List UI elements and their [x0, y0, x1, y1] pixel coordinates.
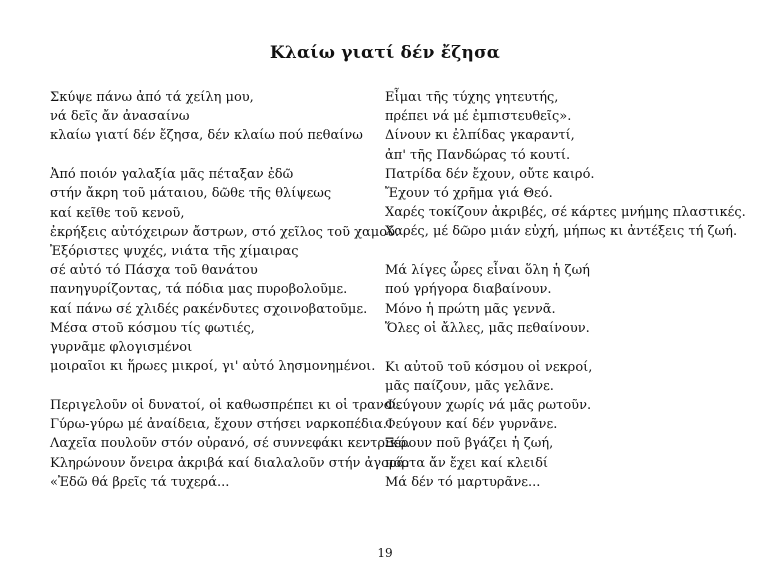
poem-line: νά δεῖς ἄν ἀνασαίνω: [50, 109, 190, 125]
poem-line: Περιγελοῦν οἱ δυνατοί, οἱ καθωσπρέπει κι οἱ τρανοί.: [50, 398, 401, 414]
right-column: [385, 88, 746, 492]
poem-line: Εἶμαι τῆς τύχης γητευτής,: [385, 90, 559, 105]
poem-line: Μά λίγες ὧρες εἶναι ὅλη ἡ ζωή: [385, 263, 590, 279]
poem-line: Γύρω-γύρω μέ ἀναίδεια, ἔχουν στήσει ναρκοπέδια.: [50, 417, 387, 433]
poem-line: κλαίω γιατί δέν ἔζησα, δέν κλαίω πού πεθαίνω: [50, 128, 363, 144]
poem-line: Ἔχουν τό χρῆμα γιά Θεό.: [385, 186, 553, 202]
poem-line: Φεύγουν καί δέν γυρνᾶνε.: [385, 417, 558, 433]
poem-line: μᾶς παίζουν, μᾶς γελᾶνε.: [385, 378, 554, 394]
poem-line: καί πάνω σέ χλιδές ρακένδυτες σχοινοβατοῦμε.: [50, 301, 368, 317]
stanza: [50, 165, 410, 376]
poem-line: Μά δέν τό μαρτυρᾶνε...: [385, 474, 541, 490]
poem-line: Ἐξόριστες ψυχές, νιάτα τῆς χίμαιρας: [50, 244, 299, 260]
poem-line: μοιραῖοι κι ἥρωες μικροί, γι' αὐτό λησμονημένοι.: [50, 359, 376, 375]
poem-line: Μόνο ἡ πρώτη μᾶς γεννᾶ.: [385, 301, 556, 317]
poem-line: γυρνᾶμε φλογισμένοι: [50, 340, 193, 356]
poem-line: Χαρές, μέ δῶρο μιάν εὐχή, μήπως κι ἀντέξεις τή ζωή.: [385, 224, 738, 240]
stanza: [385, 358, 746, 492]
left-column: [50, 88, 410, 492]
poem-line: πόρτα ἄν ἔχει καί κλειδί: [385, 455, 549, 471]
poem-line: Φεύγουν χωρίς νά μᾶς ρωτοῦν.: [385, 398, 592, 414]
stanza: [50, 396, 410, 492]
poem-line: Χαρές τοκίζουν ἀκριβές, σέ κάρτες μνήμης πλαστικές.: [385, 205, 746, 221]
poem-line: Μέσα στοῦ κόσμου τίς φωτιές,: [50, 320, 255, 336]
poem-line: πρέπει νά μέ ἐμπιστευθεῖς».: [385, 109, 572, 125]
stanza: [50, 88, 410, 146]
poem-line: πού γρήγορα διαβαίνουν.: [385, 282, 552, 298]
poem-line: Λαχεῖα πουλοῦν στόν οὐρανό, σέ συννεφάκι κεντρικό.: [50, 436, 411, 452]
poem-line: καί κεῖθε τοῦ κενοῦ,: [50, 205, 185, 221]
poem-line: σέ αὐτό τό Πάσχα τοῦ θανάτου: [50, 263, 258, 279]
poem-title: Κλαίω γιατί δέν ἔζησα: [269, 43, 501, 63]
poem-line: Κληρώνουν ὄνειρα ἀκριβά καί διαλαλοῦν στήν ἀγορά:: [50, 455, 410, 471]
poem-line: Ἀπό ποιόν γαλαξία μᾶς πέταξαν ἐδῶ: [50, 167, 294, 183]
poem-line: Σκύψε πάνω ἀπό τά χείλη μου,: [50, 90, 254, 105]
poem-line: στήν ἄκρη τοῦ μάταιου, δῶθε τῆς θλίψεως: [50, 186, 332, 202]
page-number: 19: [377, 546, 393, 560]
poem-line: «Ἐδῶ θά βρεῖς τά τυχερά...: [50, 474, 230, 490]
poem-line: Πατρίδα δέν ἔχουν, οὔτε καιρό.: [385, 166, 595, 182]
stanza: [385, 261, 746, 338]
poem-line: πανηγυρίζοντας, τά πόδια μας πυροβολοῦμε.: [50, 282, 348, 298]
poem-line: Κι αὐτοῦ τοῦ κόσμου οἱ νεκροί,: [385, 359, 593, 375]
poem-line: Ὅλες οἱ ἄλλες, μᾶς πεθαίνουν.: [385, 320, 590, 336]
poem-line: ἀπ' τῆς Πανδώρας τό κουτί.: [385, 147, 571, 163]
poem-line: Δίνουν κι ἐλπίδας γκαραντί,: [385, 128, 575, 144]
stanza: [385, 88, 746, 242]
poem-line: Ξέρουν ποῦ βγάζει ἡ ζωή,: [385, 436, 554, 452]
poem-line: ἐκρήξεις αὐτόχειρων ἄστρων, στό χεῖλος τοῦ χαμοῦ.: [50, 224, 400, 240]
